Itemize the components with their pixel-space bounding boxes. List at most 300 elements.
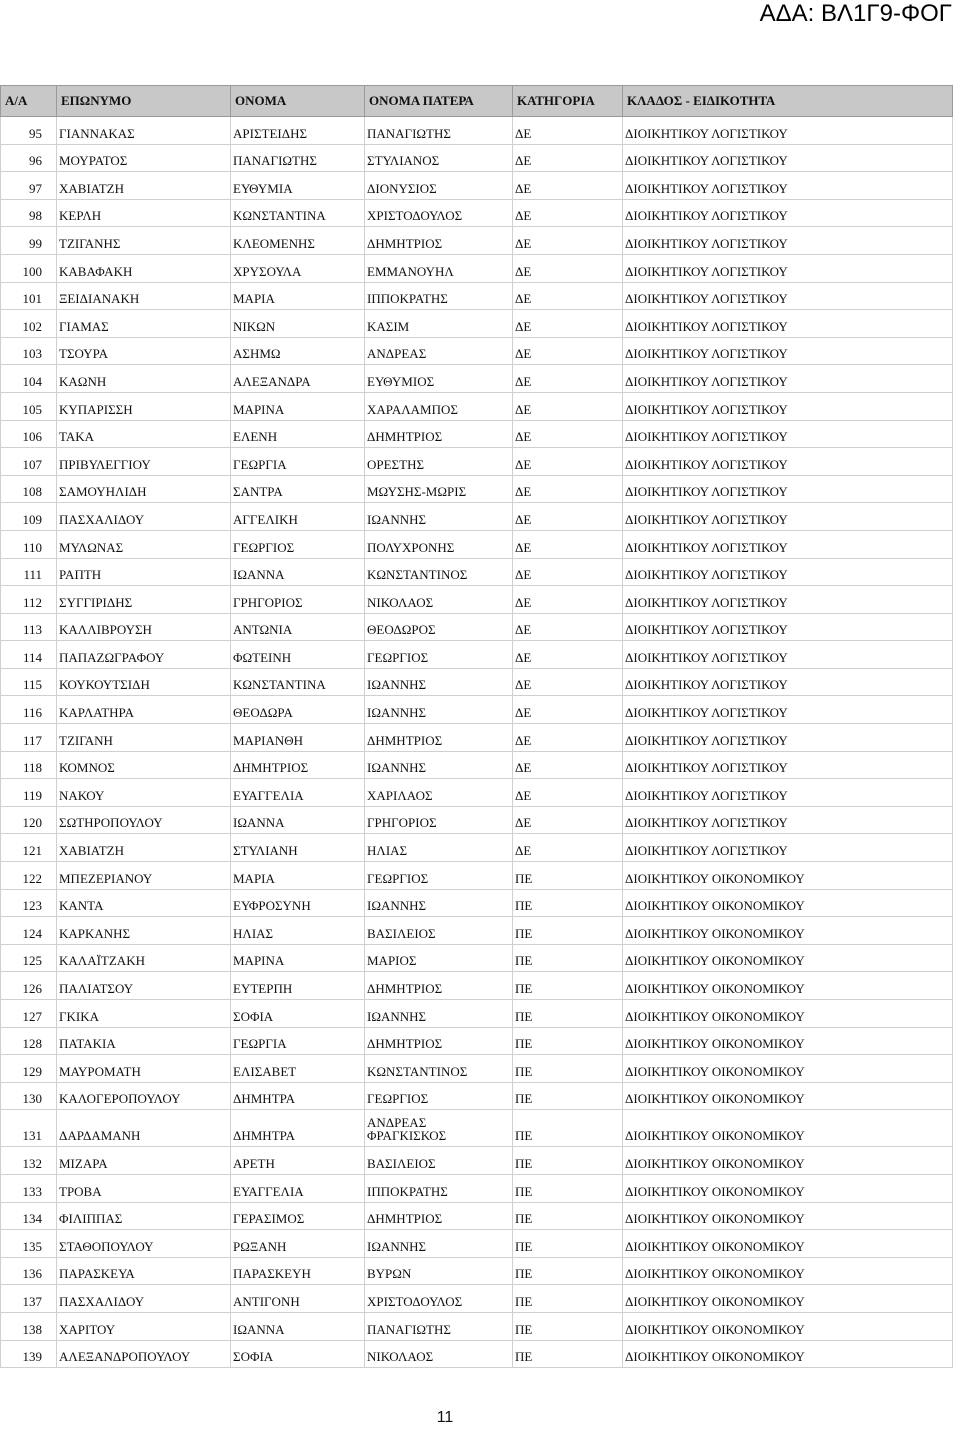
cell-category: ΔΕ (513, 530, 623, 558)
cell-aa: 108 (1, 475, 57, 503)
table-row (1, 1082, 953, 1110)
cell-aa: 137 (1, 1285, 57, 1313)
cell-category: ΔΕ (513, 806, 623, 834)
cell-father-name: ΧΡΙΣΤΟΔΟΥΛΟΣ (365, 199, 513, 227)
cell-aa: 117 (1, 724, 57, 752)
cell-category: ΠΕ (513, 917, 623, 945)
table-row (1, 751, 953, 779)
cell-category: ΔΕ (513, 751, 623, 779)
table-row (1, 1340, 953, 1368)
cell-father-name: ΔΙΟΝΥΣΙΟΣ (365, 172, 513, 200)
cell-name: ΝΙΚΩΝ (231, 310, 365, 338)
cell-father-name: ΕΜΜΑΝΟΥΗΛ (365, 254, 513, 282)
table-row (1, 1110, 953, 1147)
cell-aa: 106 (1, 420, 57, 448)
cell-name: ΑΡΕΤΗ (231, 1147, 365, 1175)
cell-category: ΠΕ (513, 1000, 623, 1028)
cell-name: ΡΩΞΑΝΗ (231, 1230, 365, 1258)
cell-category: ΔΕ (513, 172, 623, 200)
cell-name: ΓΕΩΡΓΙΟΣ (231, 530, 365, 558)
cell-branch: ΔΙΟΙΚΗΤΙΚΟΥ ΟΙΚΟΝΟΜΙΚΟΥ (623, 1055, 953, 1083)
cell-aa: 128 (1, 1027, 57, 1055)
cell-aa: 124 (1, 917, 57, 945)
table-row (1, 282, 953, 310)
cell-branch: ΔΙΟΙΚΗΤΙΚΟΥ ΟΙΚΟΝΟΜΙΚΟΥ (623, 1312, 953, 1340)
cell-surname: ΓΙΑΝΝΑΚΑΣ (57, 117, 231, 145)
cell-category: ΔΕ (513, 668, 623, 696)
cell-surname: ΜΟΥΡΑΤΟΣ (57, 144, 231, 172)
cell-surname: ΠΡΙΒΥΛΕΓΓΙΟΥ (57, 448, 231, 476)
cell-branch: ΔΙΟΙΚΗΤΙΚΟΥ ΟΙΚΟΝΟΜΙΚΟΥ (623, 1082, 953, 1110)
cell-aa: 107 (1, 448, 57, 476)
cell-category: ΔΕ (513, 696, 623, 724)
cell-category: ΠΕ (513, 1312, 623, 1340)
cell-aa: 127 (1, 1000, 57, 1028)
cell-branch: ΔΙΟΙΚΗΤΙΚΟΥ ΛΟΓΙΣΤΙΚΟΥ (623, 172, 953, 200)
cell-name: ΣΟΦΙΑ (231, 1340, 365, 1368)
cell-category: ΔΕ (513, 282, 623, 310)
table-row (1, 1202, 953, 1230)
cell-surname: ΤΑΚΑ (57, 420, 231, 448)
cell-category: ΠΕ (513, 1147, 623, 1175)
cell-surname: ΔΑΡΔΑΜΑΝΗ (57, 1110, 231, 1147)
cell-father-name: ΔΗΜΗΤΡΙΟΣ (365, 1202, 513, 1230)
table-row (1, 917, 953, 945)
cell-surname: ΣΩΤΗΡΟΠΟΥΛΟΥ (57, 806, 231, 834)
cell-surname: ΚΑΛΟΓΕΡΟΠΟΥΛΟΥ (57, 1082, 231, 1110)
table-row (1, 972, 953, 1000)
header-father-name: ΟΝΟΜΑ ΠΑΤΕΡΑ (365, 86, 513, 117)
cell-category: ΠΕ (513, 1055, 623, 1083)
table-row (1, 227, 953, 255)
cell-category: ΠΕ (513, 1257, 623, 1285)
cell-aa: 110 (1, 530, 57, 558)
cell-category: ΔΕ (513, 834, 623, 862)
cell-category: ΠΕ (513, 1082, 623, 1110)
cell-name: ΓΕΩΡΓΙΑ (231, 1027, 365, 1055)
cell-name: ΣΟΦΙΑ (231, 1000, 365, 1028)
cell-father-name: ΙΩΑΝΝΗΣ (365, 1000, 513, 1028)
table-header (1, 86, 953, 117)
cell-aa: 101 (1, 282, 57, 310)
cell-category: ΔΕ (513, 310, 623, 338)
cell-aa: 113 (1, 613, 57, 641)
cell-category: ΠΕ (513, 1110, 623, 1147)
cell-branch: ΔΙΟΙΚΗΤΙΚΟΥ ΛΟΓΙΣΤΙΚΟΥ (623, 558, 953, 586)
table-row (1, 806, 953, 834)
cell-category: ΠΕ (513, 1230, 623, 1258)
cell-aa: 132 (1, 1147, 57, 1175)
cell-branch: ΔΙΟΙΚΗΤΙΚΟΥ ΛΟΓΙΣΤΙΚΟΥ (623, 337, 953, 365)
cell-aa: 118 (1, 751, 57, 779)
cell-father-name: ΜΩΥΣΗΣ-ΜΩΡΙΣ (365, 475, 513, 503)
cell-aa: 119 (1, 779, 57, 807)
cell-name: ΕΛΙΣΑΒΕΤ (231, 1055, 365, 1083)
cell-aa: 122 (1, 862, 57, 890)
cell-surname: ΣΑΜΟΥΗΛΙΔΗ (57, 475, 231, 503)
cell-father-name: ΓΡΗΓΟΡΙΟΣ (365, 806, 513, 834)
table-row (1, 641, 953, 669)
cell-father-name: ΧΑΡΑΛΑΜΠΟΣ (365, 392, 513, 420)
cell-aa: 104 (1, 365, 57, 393)
cell-name: ΦΩΤΕΙΝΗ (231, 641, 365, 669)
cell-surname: ΚΑΛΑΪΤΖΑΚΗ (57, 944, 231, 972)
header-aa: Α/Α (1, 86, 57, 117)
cell-father-name: ΙΩΑΝΝΗΣ (365, 889, 513, 917)
cell-branch: ΔΙΟΙΚΗΤΙΚΟΥ ΟΙΚΟΝΟΜΙΚΟΥ (623, 917, 953, 945)
table-row (1, 144, 953, 172)
cell-surname: ΧΑΒΙΑΤΖΗ (57, 834, 231, 862)
cell-name: ΑΡΙΣΤΕΙΔΗΣ (231, 117, 365, 145)
table-row (1, 530, 953, 558)
cell-father-name: ΠΑΝΑΓΙΩΤΗΣ (365, 1312, 513, 1340)
cell-surname: ΚΑΩΝΗ (57, 365, 231, 393)
cell-name: ΚΩΝΣΤΑΝΤΙΝΑ (231, 199, 365, 227)
cell-name: ΜΑΡΙΑ (231, 282, 365, 310)
cell-father-name (365, 1110, 513, 1147)
table-row (1, 365, 953, 393)
cell-father-name: ΓΕΩΡΓΙΟΣ (365, 1082, 513, 1110)
cell-branch: ΔΙΟΙΚΗΤΙΚΟΥ ΟΙΚΟΝΟΜΙΚΟΥ (623, 1202, 953, 1230)
table-row (1, 172, 953, 200)
cell-father-name: ΠΟΛΥΧΡΟΝΗΣ (365, 530, 513, 558)
cell-name: ΣΑΝΤΡΑ (231, 475, 365, 503)
cell-father-name: ΙΠΠΟΚΡΑΤΗΣ (365, 1174, 513, 1202)
cell-aa: 103 (1, 337, 57, 365)
cell-surname: ΤΖΙΓΑΝΗ (57, 724, 231, 752)
cell-surname: ΦΙΛΙΠΠΑΣ (57, 1202, 231, 1230)
table-row (1, 779, 953, 807)
table-row (1, 475, 953, 503)
table-row (1, 558, 953, 586)
cell-aa: 99 (1, 227, 57, 255)
cell-category: ΔΕ (513, 586, 623, 614)
table-row (1, 668, 953, 696)
cell-branch: ΔΙΟΙΚΗΤΙΚΟΥ ΛΟΓΙΣΤΙΚΟΥ (623, 392, 953, 420)
cell-branch: ΔΙΟΙΚΗΤΙΚΟΥ ΛΟΓΙΣΤΙΚΟΥ (623, 365, 953, 393)
cell-aa: 102 (1, 310, 57, 338)
cell-line: ΑΝΔΡΕΑΣ (367, 1115, 427, 1131)
cell-branch: ΔΙΟΙΚΗΤΙΚΟΥ ΛΟΓΙΣΤΙΚΟΥ (623, 696, 953, 724)
cell-aa: 139 (1, 1340, 57, 1368)
cell-name: ΙΩΑΝΝΑ (231, 558, 365, 586)
cell-branch: ΔΙΟΙΚΗΤΙΚΟΥ ΛΟΓΙΣΤΙΚΟΥ (623, 586, 953, 614)
cell-father-name: ΔΗΜΗΤΡΙΟΣ (365, 227, 513, 255)
cell-category: ΔΕ (513, 144, 623, 172)
cell-name: ΠΑΝΑΓΙΩΤΗΣ (231, 144, 365, 172)
cell-father-name: ΜΑΡΙΟΣ (365, 944, 513, 972)
cell-surname: ΓΚΙΚΑ (57, 1000, 231, 1028)
cell-category: ΠΕ (513, 862, 623, 890)
table-row (1, 696, 953, 724)
cell-name: ΜΑΡΙΑΝΘΗ (231, 724, 365, 752)
cell-name: ΜΑΡΙΑ (231, 862, 365, 890)
cell-surname: ΤΡΟΒΑ (57, 1174, 231, 1202)
page-number: 11 (436, 1409, 454, 1426)
cell-name: ΔΗΜΗΤΡΑ (231, 1110, 365, 1147)
cell-father-name: ΒΑΣΙΛΕΙΟΣ (365, 1147, 513, 1175)
cell-name: ΑΝΤΙΓΟΝΗ (231, 1285, 365, 1313)
cell-name: ΕΛΕΝΗ (231, 420, 365, 448)
cell-branch: ΔΙΟΙΚΗΤΙΚΟΥ ΟΙΚΟΝΟΜΙΚΟΥ (623, 1147, 953, 1175)
cell-branch: ΔΙΟΙΚΗΤΙΚΟΥ ΛΟΓΙΣΤΙΚΟΥ (623, 448, 953, 476)
cell-branch: ΔΙΟΙΚΗΤΙΚΟΥ ΛΟΓΙΣΤΙΚΟΥ (623, 530, 953, 558)
cell-category: ΔΕ (513, 392, 623, 420)
cell-aa: 134 (1, 1202, 57, 1230)
cell-branch: ΔΙΟΙΚΗΤΙΚΟΥ ΛΟΓΙΣΤΙΚΟΥ (623, 613, 953, 641)
cell-surname: ΣΤΑΘΟΠΟΥΛΟΥ (57, 1230, 231, 1258)
cell-name: ΓΡΗΓΟΡΙΟΣ (231, 586, 365, 614)
cell-surname: ΞΕΙΔΙΑΝΑΚΗ (57, 282, 231, 310)
table-row (1, 310, 953, 338)
cell-father-name: ΙΩΑΝΝΗΣ (365, 668, 513, 696)
cell-name: ΘΕΟΔΩΡΑ (231, 696, 365, 724)
cell-branch: ΔΙΟΙΚΗΤΙΚΟΥ ΛΟΓΙΣΤΙΚΟΥ (623, 475, 953, 503)
cell-category: ΔΕ (513, 613, 623, 641)
cell-category: ΠΕ (513, 944, 623, 972)
cell-name: ΑΝΤΩΝΙΑ (231, 613, 365, 641)
cell-surname: ΚΑΡΛΑΤΗΡΑ (57, 696, 231, 724)
cell-father-name: ΧΑΡΙΛΑΟΣ (365, 779, 513, 807)
cell-category: ΔΕ (513, 448, 623, 476)
cell-name: ΙΩΑΝΝΑ (231, 1312, 365, 1340)
cell-name: ΕΥΑΓΓΕΛΙΑ (231, 1174, 365, 1202)
table-row (1, 944, 953, 972)
cell-branch: ΔΙΟΙΚΗΤΙΚΟΥ ΛΟΓΙΣΤΙΚΟΥ (623, 310, 953, 338)
cell-category: ΔΕ (513, 365, 623, 393)
table-row (1, 503, 953, 531)
cell-aa: 135 (1, 1230, 57, 1258)
cell-father-name: ΝΙΚΟΛΑΟΣ (365, 586, 513, 614)
table-row (1, 1000, 953, 1028)
cell-category: ΔΕ (513, 558, 623, 586)
table-row (1, 834, 953, 862)
cell-aa: 105 (1, 392, 57, 420)
cell-aa: 97 (1, 172, 57, 200)
cell-surname: ΚΑΝΤΑ (57, 889, 231, 917)
cell-aa: 121 (1, 834, 57, 862)
table-row (1, 613, 953, 641)
table-row (1, 392, 953, 420)
table-row (1, 1257, 953, 1285)
cell-name: ΕΥΑΓΓΕΛΙΑ (231, 779, 365, 807)
cell-aa: 116 (1, 696, 57, 724)
cell-father-name: ΓΕΩΡΓΙΟΣ (365, 862, 513, 890)
cell-aa: 138 (1, 1312, 57, 1340)
cell-surname: ΚΟΥΚΟΥΤΣΙΔΗ (57, 668, 231, 696)
cell-name: ΓΕΩΡΓΙΑ (231, 448, 365, 476)
cell-aa: 136 (1, 1257, 57, 1285)
cell-category: ΔΕ (513, 724, 623, 752)
cell-father-name: ΧΡΙΣΤΟΔΟΥΛΟΣ (365, 1285, 513, 1313)
cell-father-name: ΔΗΜΗΤΡΙΟΣ (365, 972, 513, 1000)
cell-aa: 120 (1, 806, 57, 834)
table-row (1, 1147, 953, 1175)
cell-aa: 123 (1, 889, 57, 917)
cell-branch: ΔΙΟΙΚΗΤΙΚΟΥ ΛΟΓΙΣΤΙΚΟΥ (623, 254, 953, 282)
cell-category: ΠΕ (513, 1340, 623, 1368)
cell-branch: ΔΙΟΙΚΗΤΙΚΟΥ ΛΟΓΙΣΤΙΚΟΥ (623, 834, 953, 862)
cell-father-name: ΓΕΩΡΓΙΟΣ (365, 641, 513, 669)
cell-category: ΠΕ (513, 972, 623, 1000)
cell-aa: 95 (1, 117, 57, 145)
table-row (1, 724, 953, 752)
cell-branch: ΔΙΟΙΚΗΤΙΚΟΥ ΛΟΓΙΣΤΙΚΟΥ (623, 751, 953, 779)
cell-name: ΑΣΗΜΩ (231, 337, 365, 365)
cell-branch: ΔΙΟΙΚΗΤΙΚΟΥ ΟΙΚΟΝΟΜΙΚΟΥ (623, 944, 953, 972)
cell-line: ΦΡΑΓΚΙΣΚΟΣ (367, 1128, 447, 1144)
cell-branch: ΔΙΟΙΚΗΤΙΚΟΥ ΟΙΚΟΝΟΜΙΚΟΥ (623, 1110, 953, 1147)
cell-branch: ΔΙΟΙΚΗΤΙΚΟΥ ΛΟΓΙΣΤΙΚΟΥ (623, 282, 953, 310)
cell-category: ΔΕ (513, 254, 623, 282)
cell-father-name: ΔΗΜΗΤΡΙΟΣ (365, 420, 513, 448)
cell-category: ΠΕ (513, 889, 623, 917)
cell-name: ΜΑΡΙΝΑ (231, 944, 365, 972)
cell-aa: 133 (1, 1174, 57, 1202)
cell-surname: ΠΑΛΙΑΤΣΟΥ (57, 972, 231, 1000)
cell-surname: ΠΑΤΑΚΙΑ (57, 1027, 231, 1055)
cell-surname: ΜΙΖΑΡΑ (57, 1147, 231, 1175)
cell-branch: ΔΙΟΙΚΗΤΙΚΟΥ ΛΟΓΙΣΤΙΚΟΥ (623, 117, 953, 145)
cell-category: ΔΕ (513, 420, 623, 448)
cell-category: ΔΕ (513, 503, 623, 531)
cell-surname: ΤΖΙΓΑΝΗΣ (57, 227, 231, 255)
cell-surname: ΚΑΛΛΙΒΡΟΥΣΗ (57, 613, 231, 641)
cell-category: ΔΕ (513, 475, 623, 503)
table-row (1, 586, 953, 614)
cell-name: ΙΩΑΝΝΑ (231, 806, 365, 834)
cell-father-name: ΗΛΙΑΣ (365, 834, 513, 862)
cell-father-name: ΝΙΚΟΛΑΟΣ (365, 1340, 513, 1368)
table-row (1, 199, 953, 227)
cell-branch: ΔΙΟΙΚΗΤΙΚΟΥ ΟΙΚΟΝΟΜΙΚΟΥ (623, 972, 953, 1000)
cell-name: ΚΩΝΣΤΑΝΤΙΝΑ (231, 668, 365, 696)
cell-father-name: ΔΗΜΗΤΡΙΟΣ (365, 1027, 513, 1055)
cell-aa: 112 (1, 586, 57, 614)
cell-father-name: ΚΑΣΙΜ (365, 310, 513, 338)
cell-father-name: ΚΩΝΣΤΑΝΤΙΝΟΣ (365, 1055, 513, 1083)
cell-surname: ΤΣΟΥΡΑ (57, 337, 231, 365)
header-branch: ΚΛΑΔΟΣ - ΕΙΔΙΚΟΤΗΤΑ (623, 86, 953, 117)
cell-father-name: ΟΡΕΣΤΗΣ (365, 448, 513, 476)
cell-branch: ΔΙΟΙΚΗΤΙΚΟΥ ΟΙΚΟΝΟΜΙΚΟΥ (623, 1174, 953, 1202)
cell-surname: ΠΑΣΧΑΛΙΔΟΥ (57, 1285, 231, 1313)
cell-father-name: ΙΩΑΝΝΗΣ (365, 1230, 513, 1258)
cell-surname: ΠΑΠΑΖΩΓΡΑΦΟΥ (57, 641, 231, 669)
table-row (1, 1285, 953, 1313)
cell-name: ΜΑΡΙΝΑ (231, 392, 365, 420)
cell-name: ΕΥΘΥΜΙΑ (231, 172, 365, 200)
cell-branch: ΔΙΟΙΚΗΤΙΚΟΥ ΛΟΓΙΣΤΙΚΟΥ (623, 779, 953, 807)
cell-surname: ΑΛΕΞΑΝΔΡΟΠΟΥΛΟΥ (57, 1340, 231, 1368)
header-surname: ΕΠΩΝΥΜΟ (57, 86, 231, 117)
cell-name: ΓΕΡΑΣΙΜΟΣ (231, 1202, 365, 1230)
cell-category: ΔΕ (513, 117, 623, 145)
cell-branch: ΔΙΟΙΚΗΤΙΚΟΥ ΟΙΚΟΝΟΜΙΚΟΥ (623, 1340, 953, 1368)
cell-aa: 126 (1, 972, 57, 1000)
cell-branch: ΔΙΟΙΚΗΤΙΚΟΥ ΛΟΓΙΣΤΙΚΟΥ (623, 503, 953, 531)
cell-surname: ΡΑΠΤΗ (57, 558, 231, 586)
cell-father-name: ΙΩΑΝΝΗΣ (365, 503, 513, 531)
cell-aa: 114 (1, 641, 57, 669)
cell-branch: ΔΙΟΙΚΗΤΙΚΟΥ ΛΟΓΙΣΤΙΚΟΥ (623, 641, 953, 669)
ada-code: ΑΔΑ: ΒΛ1Γ9-ΦΟΓ (759, 0, 952, 27)
table-row (1, 117, 953, 145)
table-row (1, 1230, 953, 1258)
cell-father-name: ΑΝΔΡΕΑΣ (365, 337, 513, 365)
cell-category: ΔΕ (513, 199, 623, 227)
cell-father-name: ΒΥΡΩΝ (365, 1257, 513, 1285)
table-row (1, 889, 953, 917)
cell-branch: ΔΙΟΙΚΗΤΙΚΟΥ ΟΙΚΟΝΟΜΙΚΟΥ (623, 1230, 953, 1258)
table-row (1, 448, 953, 476)
cell-surname: ΜΑΥΡΟΜΑΤΗ (57, 1055, 231, 1083)
cell-aa: 125 (1, 944, 57, 972)
cell-category: ΠΕ (513, 1027, 623, 1055)
cell-branch: ΔΙΟΙΚΗΤΙΚΟΥ ΟΙΚΟΝΟΜΙΚΟΥ (623, 1000, 953, 1028)
cell-name: ΕΥΤΕΡΠΗ (231, 972, 365, 1000)
cell-surname: ΠΑΣΧΑΛΙΔΟΥ (57, 503, 231, 531)
cell-father-name: ΒΑΣΙΛΕΙΟΣ (365, 917, 513, 945)
cell-branch: ΔΙΟΙΚΗΤΙΚΟΥ ΛΟΓΙΣΤΙΚΟΥ (623, 199, 953, 227)
header-row (1, 86, 953, 117)
cell-surname: ΓΙΑΜΑΣ (57, 310, 231, 338)
cell-surname: ΚΑΒΑΦΑΚΗ (57, 254, 231, 282)
cell-branch: ΔΙΟΙΚΗΤΙΚΟΥ ΟΙΚΟΝΟΜΙΚΟΥ (623, 1257, 953, 1285)
cell-branch: ΔΙΟΙΚΗΤΙΚΟΥ ΟΙΚΟΝΟΜΙΚΟΥ (623, 1027, 953, 1055)
cell-name: ΑΓΓΕΛΙΚΗ (231, 503, 365, 531)
cell-name: ΧΡΥΣΟΥΛΑ (231, 254, 365, 282)
cell-aa: 129 (1, 1055, 57, 1083)
cell-surname: ΜΠΕΖΕΡΙΑΝΟΥ (57, 862, 231, 890)
cell-surname: ΝΑΚΟΥ (57, 779, 231, 807)
cell-category: ΔΕ (513, 779, 623, 807)
table-row (1, 254, 953, 282)
cell-father-name: ΙΠΠΟΚΡΑΤΗΣ (365, 282, 513, 310)
table-row (1, 1174, 953, 1202)
table-row (1, 1055, 953, 1083)
cell-name: ΠΑΡΑΣΚΕΥΗ (231, 1257, 365, 1285)
cell-father-name: ΕΥΘΥΜΙΟΣ (365, 365, 513, 393)
cell-name: ΔΗΜΗΤΡΑ (231, 1082, 365, 1110)
table-row (1, 337, 953, 365)
cell-branch: ΔΙΟΙΚΗΤΙΚΟΥ ΛΟΓΙΣΤΙΚΟΥ (623, 420, 953, 448)
cell-branch: ΔΙΟΙΚΗΤΙΚΟΥ ΟΙΚΟΝΟΜΙΚΟΥ (623, 889, 953, 917)
cell-branch: ΔΙΟΙΚΗΤΙΚΟΥ ΛΟΓΙΣΤΙΚΟΥ (623, 724, 953, 752)
staff-table (0, 85, 953, 1368)
cell-name: ΚΛΕΟΜΕΝΗΣ (231, 227, 365, 255)
cell-branch: ΔΙΟΙΚΗΤΙΚΟΥ ΛΟΓΙΣΤΙΚΟΥ (623, 144, 953, 172)
cell-branch: ΔΙΟΙΚΗΤΙΚΟΥ ΛΟΓΙΣΤΙΚΟΥ (623, 806, 953, 834)
cell-surname: ΣΥΓΓΙΡΙΔΗΣ (57, 586, 231, 614)
cell-name: ΕΥΦΡΟΣΥΝΗ (231, 889, 365, 917)
cell-father-name: ΠΑΝΑΓΙΩΤΗΣ (365, 117, 513, 145)
table-row (1, 1312, 953, 1340)
cell-surname: ΚΑΡΚΑΝΗΣ (57, 917, 231, 945)
cell-category: ΔΕ (513, 227, 623, 255)
cell-branch: ΔΙΟΙΚΗΤΙΚΟΥ ΟΙΚΟΝΟΜΙΚΟΥ (623, 862, 953, 890)
cell-surname: ΠΑΡΑΣΚΕΥΑ (57, 1257, 231, 1285)
cell-aa: 109 (1, 503, 57, 531)
cell-name: ΑΛΕΞΑΝΔΡΑ (231, 365, 365, 393)
cell-father-name: ΙΩΑΝΝΗΣ (365, 696, 513, 724)
cell-father-name: ΣΤΥΛΙΑΝΟΣ (365, 144, 513, 172)
cell-surname: ΧΑΒΙΑΤΖΗ (57, 172, 231, 200)
cell-aa: 100 (1, 254, 57, 282)
cell-category: ΔΕ (513, 641, 623, 669)
cell-aa: 131 (1, 1110, 57, 1147)
cell-aa: 98 (1, 199, 57, 227)
